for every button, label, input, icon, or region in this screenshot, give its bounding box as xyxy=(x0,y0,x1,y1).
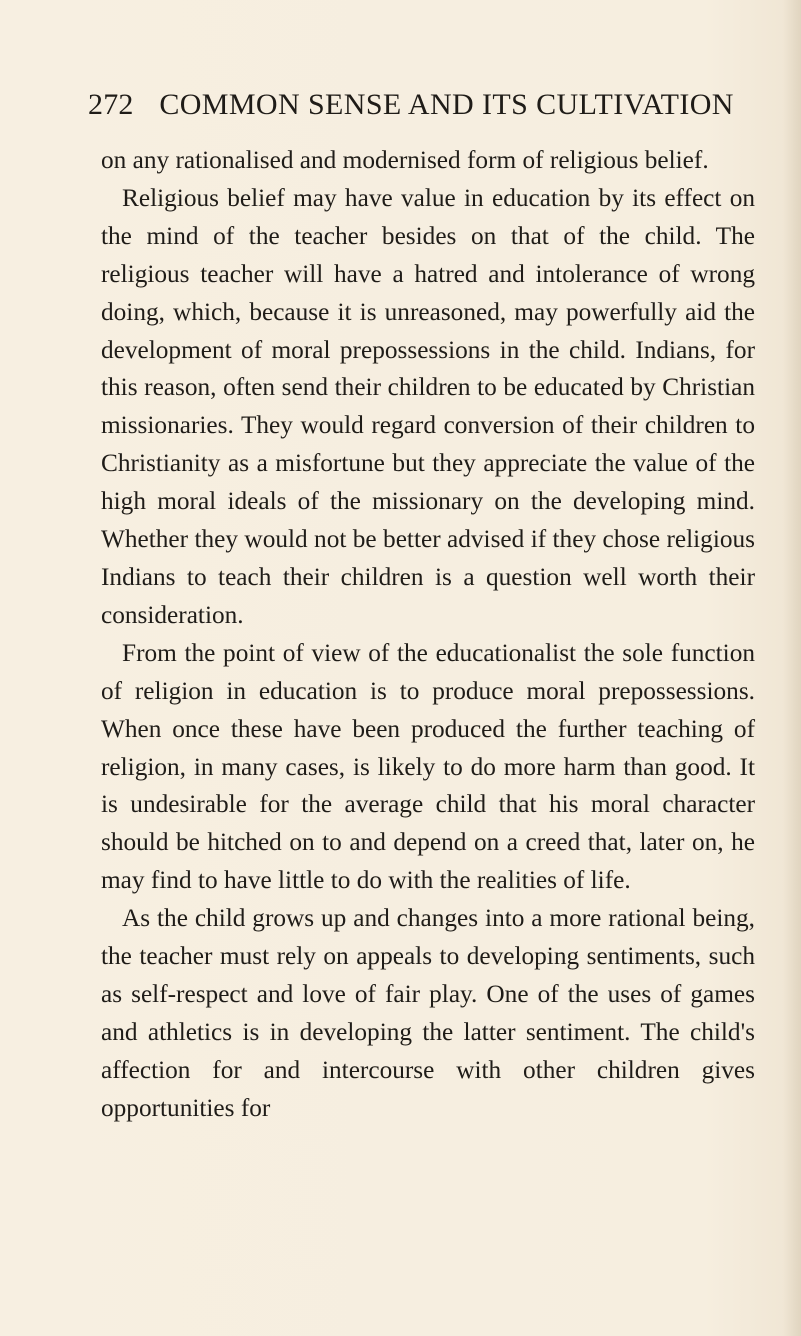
paragraph-educationalist-view: From the point of view of the educationalist the sole function of religion in education is to produce moral prepossessions. When once these have been produced the further teaching of religion, in many cases, is likely to do more harm than good. It is undesirable for the average child that his moral character should be hitched on to and depend on a creed that, later on, he may find to have little to do with the realities of life. xyxy=(101,638,755,895)
page-number: 272 xyxy=(88,88,134,121)
page-edge-shadow xyxy=(783,0,801,1336)
body-text xyxy=(101,142,755,1128)
paragraph-continued: on any rationalised and modernised form of religious belief. xyxy=(101,146,709,174)
paragraph-rational-being: As the child grows up and changes into a more rational being, the teacher must rely on appeals to developing sentiments, such as self-respect and love of fair play. One of the uses of games and athletics is in developing the latter sentiment. The child's affection for and intercourse with other children gives opportunities for xyxy=(101,904,755,1122)
running-title: COMMON SENSE AND ITS CULTIVATION xyxy=(159,88,734,121)
page-header xyxy=(88,88,734,122)
paragraph-religious-belief: Religious belief may have value in education by its effect on the mind of the teacher besides on that of the child. The religious teacher will have a hatred and intolerance of wrong doing, which, because it is unreasoned, may powerfully aid the development of moral prepossessions in the child. Indians, for this reason, often send their children to be educated by Christian missionaries. They would regard conversion of their children to Christianity as a misfortune but they appreciate the value of the high moral ideals of the missionary on the developing mind. Whether they would not be better advised if they chose religious Indians to teach their children is a question well worth their consideration. xyxy=(101,183,755,629)
